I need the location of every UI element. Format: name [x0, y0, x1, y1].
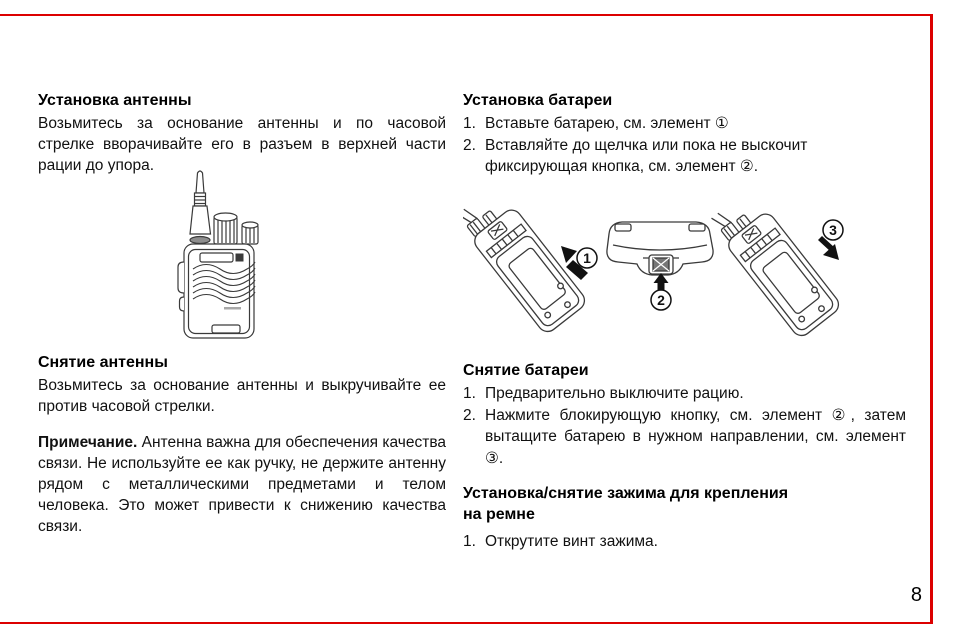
antenna-install-heading: Установка антенны	[38, 92, 192, 109]
item-number: 2.	[463, 406, 476, 424]
callout-3-label: 3	[829, 222, 837, 238]
antenna-connector	[190, 237, 210, 244]
item-number: 1.	[463, 385, 476, 402]
item-text: Открутите винт зажима.	[485, 533, 658, 550]
section-antenna-install	[38, 90, 446, 176]
section-belt-clip	[463, 483, 906, 553]
item-text: Предварительно выключите рацию.	[485, 385, 744, 402]
figure-battery-install	[463, 198, 906, 348]
note-paragraph	[38, 432, 446, 537]
item-text: Нажмите блокирующую кнопку, см. элемент ②, затем вытащите батарею в нужном направлении, см. элемент ③.	[485, 406, 906, 467]
item-number: 1.	[463, 115, 476, 132]
battery-steps-illustration	[463, 198, 906, 348]
page-number: 8	[910, 584, 922, 606]
brand-label	[224, 307, 241, 310]
battery-remove-heading: Снятие батареи	[463, 362, 589, 379]
section-antenna-remove	[38, 352, 446, 417]
antenna-remove-paragraph: Возьмитесь за основание антенны и выкручивайте ее против часовой стрелки.	[38, 377, 446, 415]
side-button	[180, 297, 185, 311]
list-item	[463, 383, 906, 405]
section-note	[38, 432, 446, 537]
list-item	[463, 405, 906, 470]
section-battery-install	[463, 90, 906, 178]
radio-front-illustration	[150, 166, 350, 346]
section-battery-remove	[463, 360, 906, 469]
list-item	[463, 113, 906, 135]
callout-1-label: 1	[583, 250, 591, 266]
radio-bottom-view-step2	[607, 222, 713, 275]
list-item	[463, 531, 906, 553]
battery-install-heading: Установка батареи	[463, 92, 613, 109]
radio-back-step3	[708, 198, 843, 339]
page-border-right	[930, 14, 933, 624]
page-border-top	[0, 14, 933, 16]
callout-2	[651, 290, 671, 310]
figure-antenna-install	[150, 166, 350, 346]
belt-clip-heading: Установка/снятие зажима для крепления на ремне	[463, 485, 789, 523]
page-border-bottom	[0, 622, 933, 624]
callout-1	[577, 248, 597, 268]
note-body: Антенна важна для обеспечения качества связи. Не используйте ее как ручку, не держите антенну рядом с металлическими предметами и телом человека. Это может привести к снижению качества связи.	[38, 434, 446, 535]
note-label: Примечание.	[38, 434, 138, 451]
antenna-remove-heading: Снятие антенны	[38, 354, 168, 371]
callout-3	[823, 220, 843, 240]
antenna-icon	[190, 171, 211, 234]
led-indicator	[236, 254, 244, 262]
list-item	[463, 135, 906, 178]
ptt-button	[178, 262, 184, 293]
item-number: 1.	[463, 533, 476, 550]
item-text: Вставьте батарею, см. элемент ①	[485, 115, 729, 132]
channel-knob-icon	[242, 222, 258, 244]
item-text: Вставляйте до щелчка или пока не выскочит фиксирующая кнопка, см. элемент ②.	[485, 136, 808, 175]
item-number: 2.	[463, 136, 476, 154]
callout-2-label: 2	[657, 292, 665, 308]
antenna-install-paragraph: Возьмитесь за основание антенны и по часовой стрелке вворачивайте его в разъем в верхней части рации до упора.	[38, 115, 446, 174]
volume-knob-icon	[214, 213, 237, 244]
